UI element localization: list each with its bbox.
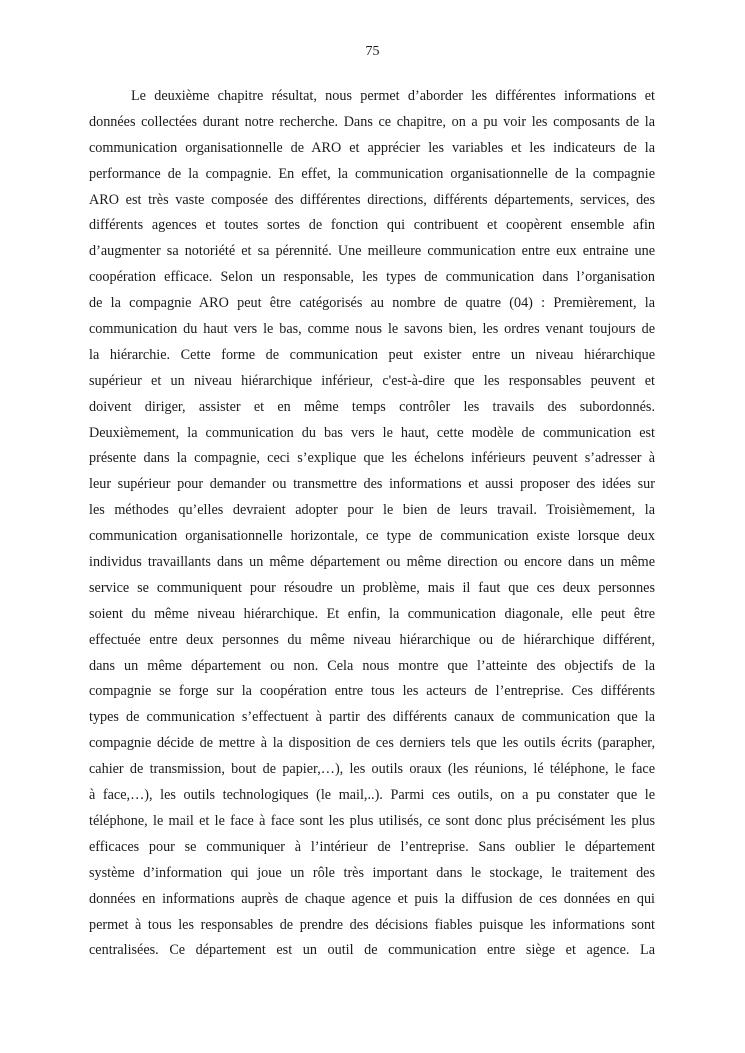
paragraph-line: données collectées durant notre recherche. Dans ce chapitre, on a pu voir les composants de la [89,113,655,130]
paragraph-line: doivent diriger, assister et en même temps contrôler les travails des subordonnés. [89,398,655,415]
paragraph-line: présente dans la compagnie, ceci s’explique que les échelons inférieurs peuvent s’adresser à [89,450,655,467]
paragraph-line: les méthodes qu’elles devraient adopter pour le bien de leurs travail. Troisièmement, la [89,502,655,519]
paragraph-line: téléphone, le mail et le face à face sont les plus utilisés, ce sont donc plus précisément les plus [89,812,655,829]
paragraph-line: supérieur et un niveau hiérarchique inférieur, c'est-à-dire que les responsables peuvent et [89,372,655,389]
page-number: 75 [365,44,380,59]
paragraph-line: soient du même niveau hiérarchique. Et enfin, la communication diagonale, elle peut être [89,605,655,622]
paragraph-line: service se communiquent pour résoudre un problème, mais il faut que ces deux personnes [89,579,655,596]
paragraph-line: performance de la compagnie. En effet, la communication organisationnelle de la compagnie [89,165,655,182]
paragraph-line: à face,…), les outils technologiques (le mail,..). Parmi ces outils, on a pu constater que le [89,787,655,804]
paragraph-line: Deuxièmement, la communication du bas vers le haut, cette modèle de communication est [89,424,655,441]
paragraph-line: centralisées. Ce département est un outil de communication entre siège et agence. La [89,942,655,959]
paragraph-line: données en informations auprès de chaque agence et puis la diffusion de ces données en qui [89,890,655,907]
paragraph-line: efficaces pour se communiquer à l’intérieur de l’entreprise. Sans oublier le département [89,838,655,855]
paragraph-line: la hiérarchie. Cette forme de communication peut exister entre un niveau hiérarchique [89,346,655,363]
paragraph-line: Le deuxième chapitre résultat, nous permet d’aborder les différentes informations et [131,88,655,104]
paragraph-line: types de communication s’effectuent à partir des différents canaux de communication que la [89,709,655,726]
paragraph-line: communication organisationnelle de ARO et apprécier les variables et les indicateurs de la [89,139,655,156]
paragraph-line: effectuée entre deux personnes du même niveau hiérarchique ou de hiérarchique différent, [89,631,655,648]
paragraph-line: individus travaillants dans un même département ou même direction ou encore dans un même [89,554,655,571]
paragraph-line: communication organisationnelle horizontale, ce type de communication existe lorsque deux [89,528,655,545]
paragraph-line: compagnie se forge sur la coopération entre tous les acteurs de l’entreprise. Ces différents [89,683,655,700]
paragraph-line: différents agences et toutes sortes de fonction qui contribuent et coopèrent ensemble afin [89,217,655,234]
paragraph-line: système d’information qui joue un rôle très important dans le stockage, le traitement des [89,864,655,881]
paragraph-line: permet à tous les responsables de prendre des décisions fiables puisque les informations sont [89,916,655,933]
paragraph-line: d’augmenter sa notoriété et sa pérennité. Une meilleure communication entre eux entraine une [89,243,655,260]
paragraph-line: ARO est très vaste composée des différentes directions, différents départements, services, des [89,191,655,208]
body-paragraph [89,84,655,964]
paragraph-line: de la compagnie ARO peut être catégorisés au nombre de quatre (04) : Premièrement, la [89,295,655,312]
paragraph-line: cahier de transmission, bout de papier,…), les outils oraux (les réunions, lé téléphone, le face [89,761,655,778]
paragraph-line: communication du haut vers le bas, comme nous le savons bien, les ordres venant toujours de [89,321,655,338]
paragraph-line: dans un même département ou non. Cela nous montre que l’atteinte des objectifs de la [89,657,655,674]
paragraph-line: compagnie décide de mettre à la disposition de ces derniers tels que les outils écrits (parapher, [89,735,655,752]
paragraph-line: leur supérieur pour demander ou transmettre des informations et aussi proposer des idées sur [89,476,655,493]
paragraph-line: coopération efficace. Selon un responsable, les types de communication dans l’organisation [89,269,655,286]
